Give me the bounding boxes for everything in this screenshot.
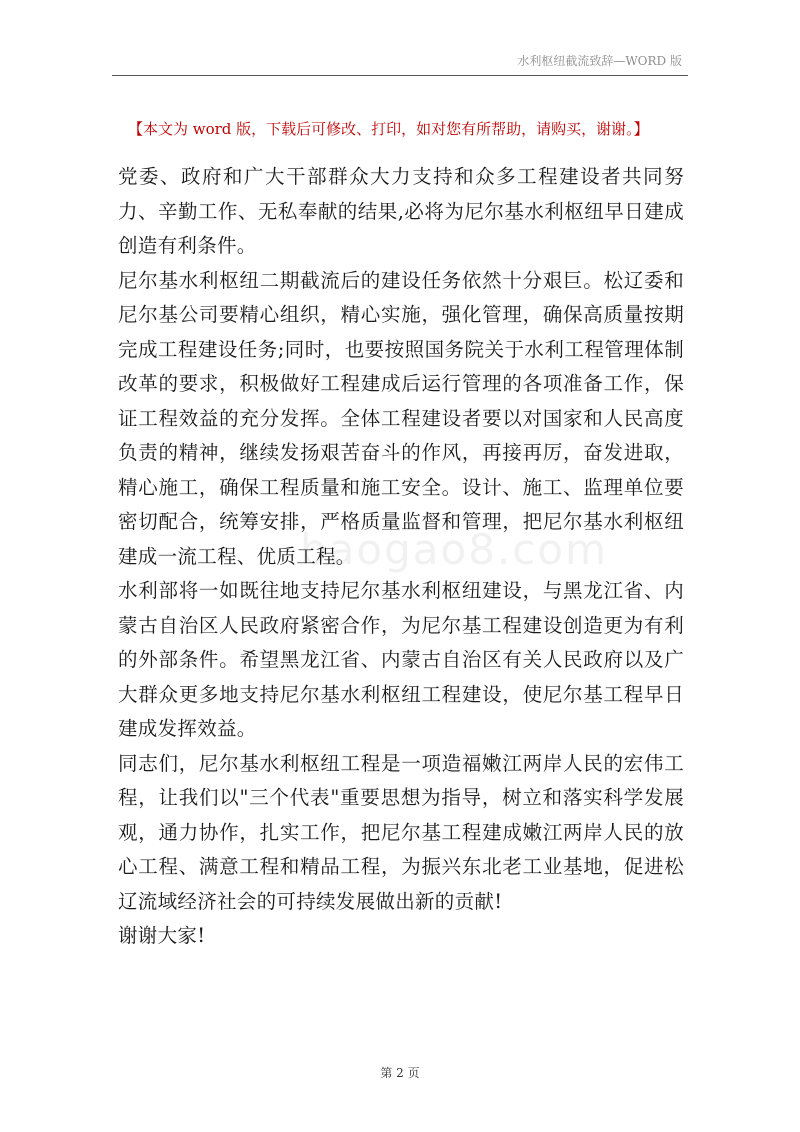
paragraph: 水利部将一如既往地支持尼尔基水利枢纽建设，与黑龙江省、内蒙古自治区人民政府紧密合作，为尼尔基工程建设创造更为有利的外部条件。希望黑龙江省、内蒙古自治区有关人民政府以及广大群众更多地支持尼尔基水利枢纽工程建设，使尼尔基工程早日建成发挥效益。 [118, 579, 684, 740]
document-header-title: 水利枢纽截流致辞—WORD 版 [517, 54, 682, 68]
paragraph: 尼尔基水利枢纽二期截流后的建设任务依然十分艰巨。松辽委和尼尔基公司要精心组织，精心实施，强化管理，确保高质量按期完成工程建设任务;同时，也要按照国务院关于水利工程管理体制改革的要求，积极做好工程建成后运行管理的各项准备工作，保证工程效益的充分发挥。全体工程建设者要以对国家和人民高度负责的精神，继续发扬艰苦奋斗的作风，再接再厉，奋发进取，精心施工，确保工程质量和施工安全。设计、施工、监理单位要密切配合，统筹安排，严格质量监督和管理，把尼尔基水利枢纽建成一流工程、优质工程。 [118, 268, 684, 568]
paragraph: 党委、政府和广大干部群众大力支持和众多工程建设者共同努力、辛勤工作、无私奉献的结果,必将为尼尔基水利枢纽早日建成创造有利条件。 [118, 165, 684, 257]
document-body [118, 160, 684, 954]
page-number: 第 2 页 [380, 1066, 420, 1080]
paragraph: 同志们，尼尔基水利枢纽工程是一项造福嫩江两岸人民的宏伟工程，让我们以"三个代表"重要思想为指导，树立和落实科学发展观，通力协作，扎实工作，把尼尔基工程建成嫩江两岸人民的放心工程、满意工程和精品工程，为振兴东北老工业基地，促进松辽流域经济社会的可持续发展做出新的贡献! [118, 751, 684, 913]
download-notice: 【本文为 word 版，下载后可修改、打印，如对您有所帮助，请购买，谢谢。】 [128, 120, 649, 138]
header-divider [112, 75, 688, 76]
watermark: baogao8.com [300, 525, 608, 574]
paragraph: 谢谢大家! [118, 924, 206, 947]
